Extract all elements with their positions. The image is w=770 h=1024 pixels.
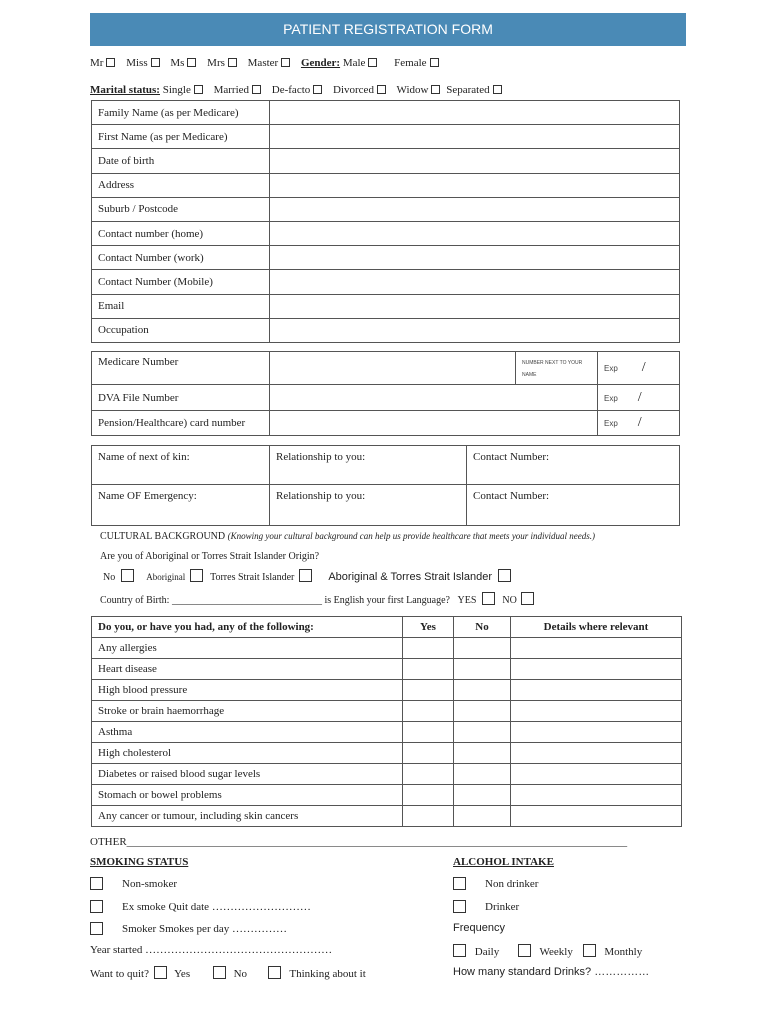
no-cell[interactable] [454, 638, 511, 659]
condition-label: Stomach or bowel problems [92, 785, 403, 806]
table-row [92, 125, 680, 149]
table-row [92, 785, 682, 806]
table-row [92, 318, 680, 342]
standard-drinks-label[interactable]: How many standard Drinks? …………… [453, 966, 650, 978]
exp-label: Exp [604, 419, 618, 428]
title-option-miss: Miss [126, 57, 148, 69]
work-phone-input[interactable] [270, 246, 680, 270]
quit-thinking-label: Thinking about it [289, 968, 366, 980]
no-header: No [454, 617, 511, 638]
origin-both-checkbox[interactable] [498, 569, 511, 582]
drinker-checkbox[interactable] [453, 900, 466, 913]
no-cell[interactable] [454, 743, 511, 764]
yes-cell[interactable] [403, 785, 454, 806]
dva-input[interactable] [270, 385, 598, 411]
yes-cell[interactable] [403, 722, 454, 743]
origin-question: Are you of Aboriginal or Torres Strait Islander Origin? [100, 551, 320, 562]
title-option-master: Master [247, 57, 279, 69]
kin-relationship-field[interactable] [270, 446, 467, 485]
table-row [92, 352, 680, 385]
alcohol-heading: ALCOHOL INTAKE [453, 856, 554, 868]
country-row [100, 592, 534, 606]
english-yes-checkbox[interactable] [482, 592, 495, 605]
table-header-row [92, 617, 682, 638]
pension-input[interactable] [270, 411, 598, 436]
first-name-input[interactable] [270, 125, 680, 149]
name-position-label: NUMBER NEXT TO YOUR NAME [522, 360, 583, 378]
non-drinker-checkbox[interactable] [453, 877, 466, 890]
medical-history-table [91, 616, 682, 827]
relationship-label: Relationship to you: [276, 490, 366, 502]
pension-label: Pension/Healthcare) card number [92, 411, 270, 436]
english-no-label: NO [502, 595, 517, 606]
exp-slash: / [641, 360, 646, 375]
gender-label: Gender: [300, 57, 341, 69]
married-checkbox[interactable] [252, 85, 261, 94]
table-row [92, 743, 682, 764]
medicare-expiry-input[interactable] [598, 352, 680, 385]
no-cell[interactable] [454, 806, 511, 827]
smoking-heading: SMOKING STATUS [90, 856, 189, 868]
no-cell[interactable] [454, 764, 511, 785]
table-row [92, 485, 680, 526]
form-title: PATIENT REGISTRATION FORM [90, 13, 686, 46]
marital-widow: Widow [396, 84, 429, 96]
origin-aboriginal-label: Aboriginal [146, 572, 186, 582]
no-cell[interactable] [454, 680, 511, 701]
other-line[interactable]: OTHER___________________________________________________________________________________________ [90, 836, 628, 848]
yes-cell[interactable] [403, 743, 454, 764]
exp-slash: / [637, 415, 642, 430]
dva-label: DVA File Number [92, 385, 270, 411]
title-row [90, 57, 447, 69]
quit-yes-label: Yes [174, 968, 191, 980]
yes-cell[interactable] [403, 806, 454, 827]
marital-label: Marital status: [90, 84, 160, 96]
no-cell[interactable] [454, 659, 511, 680]
details-header: Details where relevant [511, 617, 682, 638]
female-checkbox[interactable] [430, 58, 439, 67]
separated-checkbox[interactable] [493, 85, 502, 94]
exp-label: Exp [604, 393, 618, 403]
weekly-checkbox[interactable] [518, 944, 531, 957]
country-of-birth-text: Country of Birth: ______________________________ is English your first Language? [100, 595, 450, 606]
quit-yes-checkbox[interactable] [154, 966, 167, 979]
details-cell[interactable] [511, 659, 682, 680]
exp-label: Exp [604, 364, 618, 373]
master-checkbox[interactable] [281, 58, 290, 67]
smoker-checkbox[interactable] [90, 922, 103, 935]
table-row [92, 764, 682, 785]
no-cell[interactable] [454, 785, 511, 806]
condition-label: Asthma [92, 722, 403, 743]
table-row [92, 680, 682, 701]
address-input[interactable] [270, 173, 680, 197]
non-drinker-label: Non drinker [485, 878, 539, 890]
single-checkbox[interactable] [194, 85, 203, 94]
marital-divorced: Divorced [333, 84, 374, 96]
table-row [92, 638, 682, 659]
drinker-label: Drinker [485, 901, 520, 913]
table-row [92, 806, 682, 827]
table-row [92, 221, 680, 245]
relationship-label: Relationship to you: [276, 451, 366, 463]
field-label: Email [92, 294, 270, 318]
field-label: Contact number (home) [92, 221, 270, 245]
medicare-input[interactable] [270, 352, 516, 385]
origin-no-label: No [103, 572, 116, 583]
dva-expiry-input[interactable] [598, 385, 680, 411]
gender-male: Male [342, 57, 366, 69]
table-row [92, 446, 680, 485]
condition-label: Stroke or brain haemorrhage [92, 701, 403, 722]
origin-aboriginal-checkbox[interactable] [190, 569, 203, 582]
pension-expiry-input[interactable] [598, 411, 680, 436]
field-label: Contact Number (work) [92, 246, 270, 270]
male-checkbox[interactable] [368, 58, 377, 67]
table-row [92, 173, 680, 197]
quit-label: Want to quit? [90, 968, 149, 980]
monthly-label: Monthly [604, 946, 643, 958]
next-of-kin-field[interactable] [92, 446, 270, 485]
table-row [92, 270, 680, 294]
quit-no-checkbox[interactable] [213, 966, 226, 979]
details-cell[interactable] [511, 764, 682, 785]
gender-female: Female [394, 57, 427, 69]
frequency-row [453, 944, 642, 958]
history-header: Do you, or have you had, any of the following: [92, 617, 403, 638]
yes-cell[interactable] [403, 659, 454, 680]
mrs-checkbox[interactable] [228, 58, 237, 67]
emergency-label: Name OF Emergency: [98, 490, 197, 502]
details-cell[interactable] [511, 743, 682, 764]
next-of-kin-table [91, 445, 680, 526]
dob-input[interactable] [270, 149, 680, 173]
exp-slash: / [637, 389, 642, 405]
table-row [92, 659, 682, 680]
condition-label: Diabetes or raised blood sugar levels [92, 764, 403, 785]
quit-no-label: No [233, 968, 248, 980]
ex-smoker-label: Ex smoke Quit date ……………………… [122, 901, 311, 913]
table-row [92, 722, 682, 743]
next-of-kin-label: Name of next of kin: [98, 451, 190, 463]
field-label: First Name (as per Medicare) [92, 125, 270, 149]
marital-married: Married [213, 84, 250, 96]
table-row [92, 294, 680, 318]
table-row [92, 149, 680, 173]
table-row [92, 385, 680, 411]
divorced-checkbox[interactable] [377, 85, 386, 94]
field-label: Family Name (as per Medicare) [92, 101, 270, 125]
yes-cell[interactable] [403, 638, 454, 659]
field-label: Date of birth [92, 149, 270, 173]
field-label: Suburb / Postcode [92, 197, 270, 221]
yes-header: Yes [403, 617, 454, 638]
emergency-relationship-field[interactable] [270, 485, 467, 526]
kin-contact-field[interactable] [467, 446, 680, 485]
table-row [92, 701, 682, 722]
ms-checkbox[interactable] [187, 58, 196, 67]
title-option-mr: Mr [90, 57, 104, 69]
miss-checkbox[interactable] [151, 58, 160, 67]
cultural-heading: CULTURAL BACKGROUND [100, 531, 226, 542]
weekly-label: Weekly [539, 946, 573, 958]
condition-label: High cholesterol [92, 743, 403, 764]
year-started-label[interactable]: Year started …………………………………………… [90, 944, 333, 956]
origin-torres-checkbox[interactable] [299, 569, 312, 582]
origin-no-checkbox[interactable] [121, 569, 134, 582]
email-input[interactable] [270, 294, 680, 318]
occupation-input[interactable] [270, 318, 680, 342]
details-cell[interactable] [511, 638, 682, 659]
suburb-input[interactable] [270, 197, 680, 221]
mr-checkbox[interactable] [106, 58, 115, 67]
marital-defacto: De-facto [271, 84, 311, 96]
frequency-label: Frequency [453, 922, 505, 934]
table-row [92, 411, 680, 436]
details-cell[interactable] [511, 701, 682, 722]
cultural-heading-row [100, 531, 595, 542]
smoker-label: Smoker Smokes per day …………… [122, 923, 287, 935]
yes-cell[interactable] [403, 701, 454, 722]
medicare-label: Medicare Number [92, 352, 270, 385]
english-no-checkbox[interactable] [521, 592, 534, 605]
contact-label: Contact Number: [473, 490, 550, 502]
field-label: Address [92, 173, 270, 197]
table-row [92, 197, 680, 221]
table-row [92, 246, 680, 270]
condition-label: High blood pressure [92, 680, 403, 701]
details-cell[interactable] [511, 806, 682, 827]
widow-checkbox[interactable] [431, 85, 440, 94]
daily-checkbox[interactable] [453, 944, 466, 957]
cultural-note: (Knowing your cultural background can help us provide healthcare that meets your individual needs.) [227, 531, 596, 541]
quit-thinking-checkbox[interactable] [268, 966, 281, 979]
condition-label: Any allergies [92, 638, 403, 659]
field-label: Contact Number (Mobile) [92, 270, 270, 294]
field-label: Occupation [92, 318, 270, 342]
condition-label: Heart disease [92, 659, 403, 680]
yes-cell[interactable] [403, 764, 454, 785]
origin-options [103, 569, 511, 583]
marital-single: Single [162, 84, 191, 96]
table-row [92, 101, 680, 125]
mobile-input[interactable] [270, 270, 680, 294]
card-numbers-table [91, 351, 680, 436]
non-smoker-checkbox[interactable] [90, 877, 103, 890]
quit-row [90, 966, 366, 980]
family-name-input[interactable] [270, 101, 680, 125]
defacto-checkbox[interactable] [313, 85, 322, 94]
details-cell[interactable] [511, 680, 682, 701]
personal-details-table [91, 100, 680, 343]
origin-torres-label: Torres Strait Islander [210, 572, 295, 583]
emergency-field[interactable] [92, 485, 270, 526]
title-option-mrs: Mrs [207, 57, 225, 69]
origin-both-label: Aboriginal & Torres Strait Islander [328, 571, 492, 583]
daily-label: Daily [474, 946, 500, 958]
contact-label: Contact Number: [473, 451, 550, 463]
emergency-contact-field[interactable] [467, 485, 680, 526]
ex-smoker-checkbox[interactable] [90, 900, 103, 913]
home-phone-input[interactable] [270, 221, 680, 245]
condition-label: Any cancer or tumour, including skin cancers [92, 806, 403, 827]
english-yes-label: YES [457, 595, 477, 606]
marital-row [90, 84, 510, 96]
yes-cell[interactable] [403, 680, 454, 701]
details-cell[interactable] [511, 785, 682, 806]
no-cell[interactable] [454, 722, 511, 743]
details-cell[interactable] [511, 722, 682, 743]
title-option-ms: Ms [170, 57, 185, 69]
marital-separated: Separated [446, 84, 490, 96]
name-position-input[interactable] [516, 352, 598, 385]
no-cell[interactable] [454, 701, 511, 722]
monthly-checkbox[interactable] [583, 944, 596, 957]
non-smoker-label: Non-smoker [122, 878, 177, 890]
